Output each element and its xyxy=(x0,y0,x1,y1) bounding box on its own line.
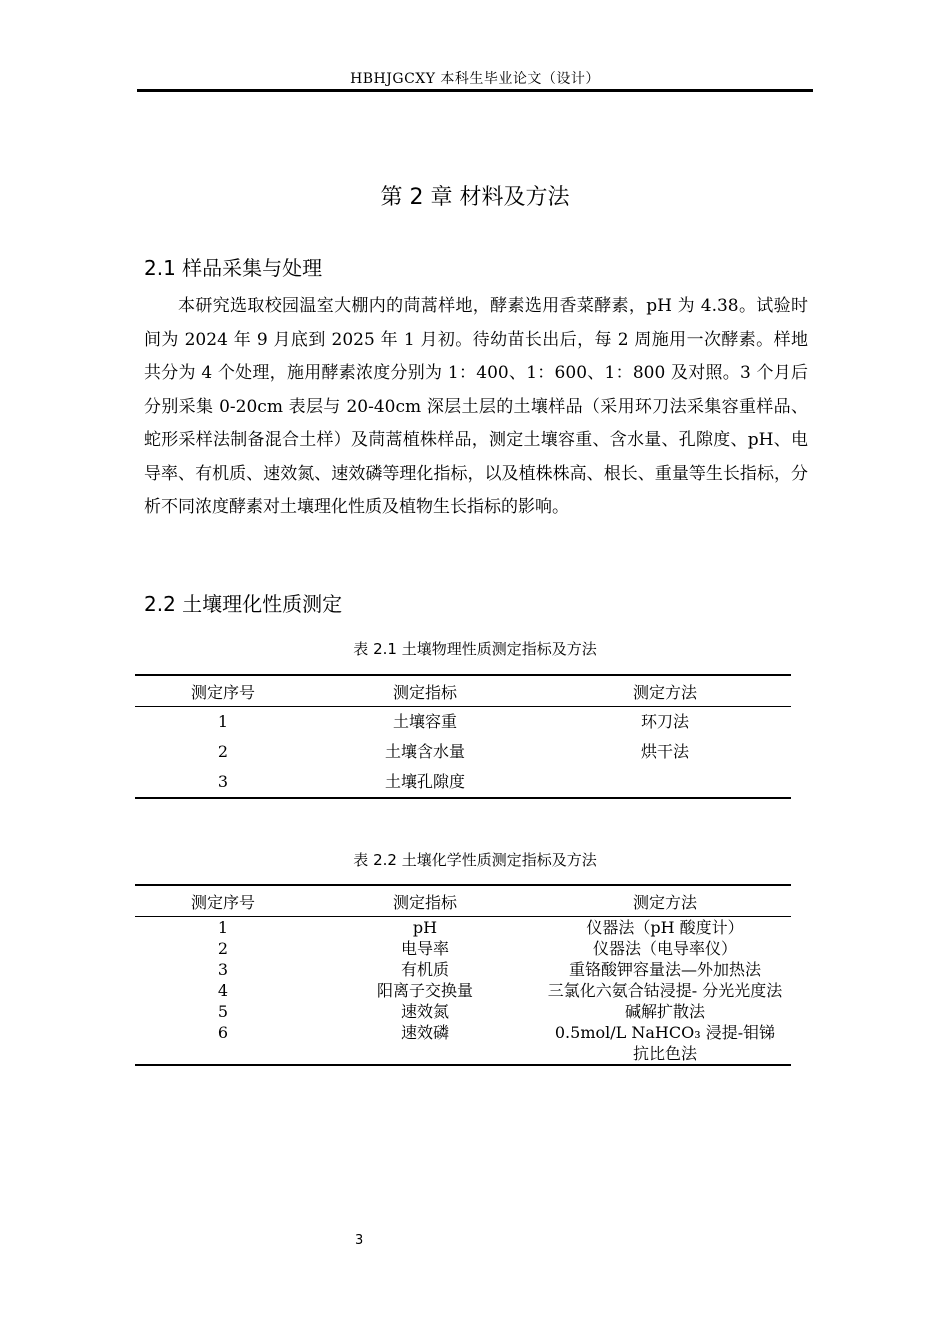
cell-indicator: 阳离子交换量 xyxy=(376,981,473,1000)
cell-indicator: 土壤孔隙度 xyxy=(311,767,539,798)
cell-method xyxy=(539,917,791,939)
body-paragraph: 本研究选取校园温室大棚内的茼蒿样地，酵素选用香菜酵素，pH 为 4.38。试验时间为 2024 年 9 月底到 2025 年 1 月初。待幼苗长出后，每 2 周施用一次酵素。样地共分为 4 个处理，施用酵素浓度分别为 1：400、1：600、1：800 及对照。3 个月后分别采集 0-20cm 表层与 20-40cm 深层土层的土壤样品（采用环刀法采集容重样品、蛇形采样法制备混合土样）及茼蒿植株样品，测定土壤容重、含水量、孔隙度、pH、电导率、有机质、速效氮、速效磷等理化指标，以及植株株高、根长、重量等生长指标，分析不同浓度酵素对土壤理化性质及植物生长指标的影响。 xyxy=(144,296,808,517)
cell-method: 环刀法 xyxy=(640,712,689,731)
header-cell-indicator: 测定指标 xyxy=(311,885,539,917)
method-text: 碱解扩散法 xyxy=(624,1002,705,1021)
cell-method: 烘干法 xyxy=(640,742,689,761)
cell-index: 5 xyxy=(217,1002,229,1021)
header-cell-index: 测定序号 xyxy=(135,675,311,707)
table-row xyxy=(135,767,791,798)
table-chemical-properties xyxy=(135,884,791,1066)
header-cell-indicator: 测定指标 xyxy=(311,675,539,707)
header-rule xyxy=(137,89,813,92)
header-cell-method: 测定方法 xyxy=(539,885,791,917)
cell-method xyxy=(539,1022,791,1065)
cell-method xyxy=(539,767,791,798)
cell-indicator: 速效磷 xyxy=(311,1022,539,1065)
cell-method xyxy=(539,959,791,980)
cell-index: 6 xyxy=(135,1022,311,1065)
table-row xyxy=(135,1001,791,1022)
method-text: 重铬酸钾容量法—外加热法 xyxy=(568,960,761,979)
table-row xyxy=(135,959,791,980)
table-row xyxy=(135,707,791,738)
method-text: 三氯化六氨合钴浸提- 分光光度法 xyxy=(547,981,783,1000)
method-text: 仪器法（pH 酸度计） xyxy=(586,918,744,937)
header-cell-index: 测定序号 xyxy=(135,885,311,917)
table-row xyxy=(135,938,791,959)
table-caption-2-2: 表 2.2 土壤化学性质测定指标及方法 xyxy=(353,851,597,869)
chapter-title: 第 2 章 材料及方法 xyxy=(380,185,570,210)
method-text: 0.5mol/L NaHCO₃ 浸提-钼锑抗比色法 xyxy=(554,1023,776,1063)
table-physical-properties xyxy=(135,674,791,799)
table-caption-2-1: 表 2.1 土壤物理性质测定指标及方法 xyxy=(353,640,597,658)
cell-index: 4 xyxy=(217,981,229,1000)
cell-indicator: pH xyxy=(412,918,438,937)
method-text: 仪器法（电导率仪） xyxy=(592,939,737,958)
cell-index: 1 xyxy=(217,712,229,731)
cell-indicator: 电导率 xyxy=(400,939,449,958)
cell-method xyxy=(539,1001,791,1022)
table-header-row xyxy=(135,885,791,917)
cell-indicator: 有机质 xyxy=(400,960,449,979)
cell-index: 2 xyxy=(217,939,229,958)
cell-method xyxy=(539,938,791,959)
table-row xyxy=(135,917,791,939)
table-header-row xyxy=(135,675,791,707)
cell-indicator: 速效氮 xyxy=(400,1002,449,1021)
section-heading-2-1: 2.1 样品采集与处理 xyxy=(144,256,323,280)
cell-index: 3 xyxy=(217,960,229,979)
cell-index: 2 xyxy=(217,742,229,761)
table-row xyxy=(135,980,791,1001)
cell-indicator: 土壤含水量 xyxy=(384,742,465,761)
table-row xyxy=(135,737,791,767)
table-row xyxy=(135,1022,791,1065)
cell-index: 1 xyxy=(217,918,229,937)
cell-index: 3 xyxy=(135,767,311,798)
cell-method xyxy=(539,980,791,1001)
header-cell-method: 测定方法 xyxy=(539,675,791,707)
page-number: 3 xyxy=(355,1233,364,1248)
cell-indicator: 土壤容重 xyxy=(392,712,457,731)
section-heading-2-2: 2.2 土壤理化性质测定 xyxy=(144,592,343,616)
running-header: HBHJGCXY 本科生毕业论文（设计） xyxy=(350,71,600,87)
